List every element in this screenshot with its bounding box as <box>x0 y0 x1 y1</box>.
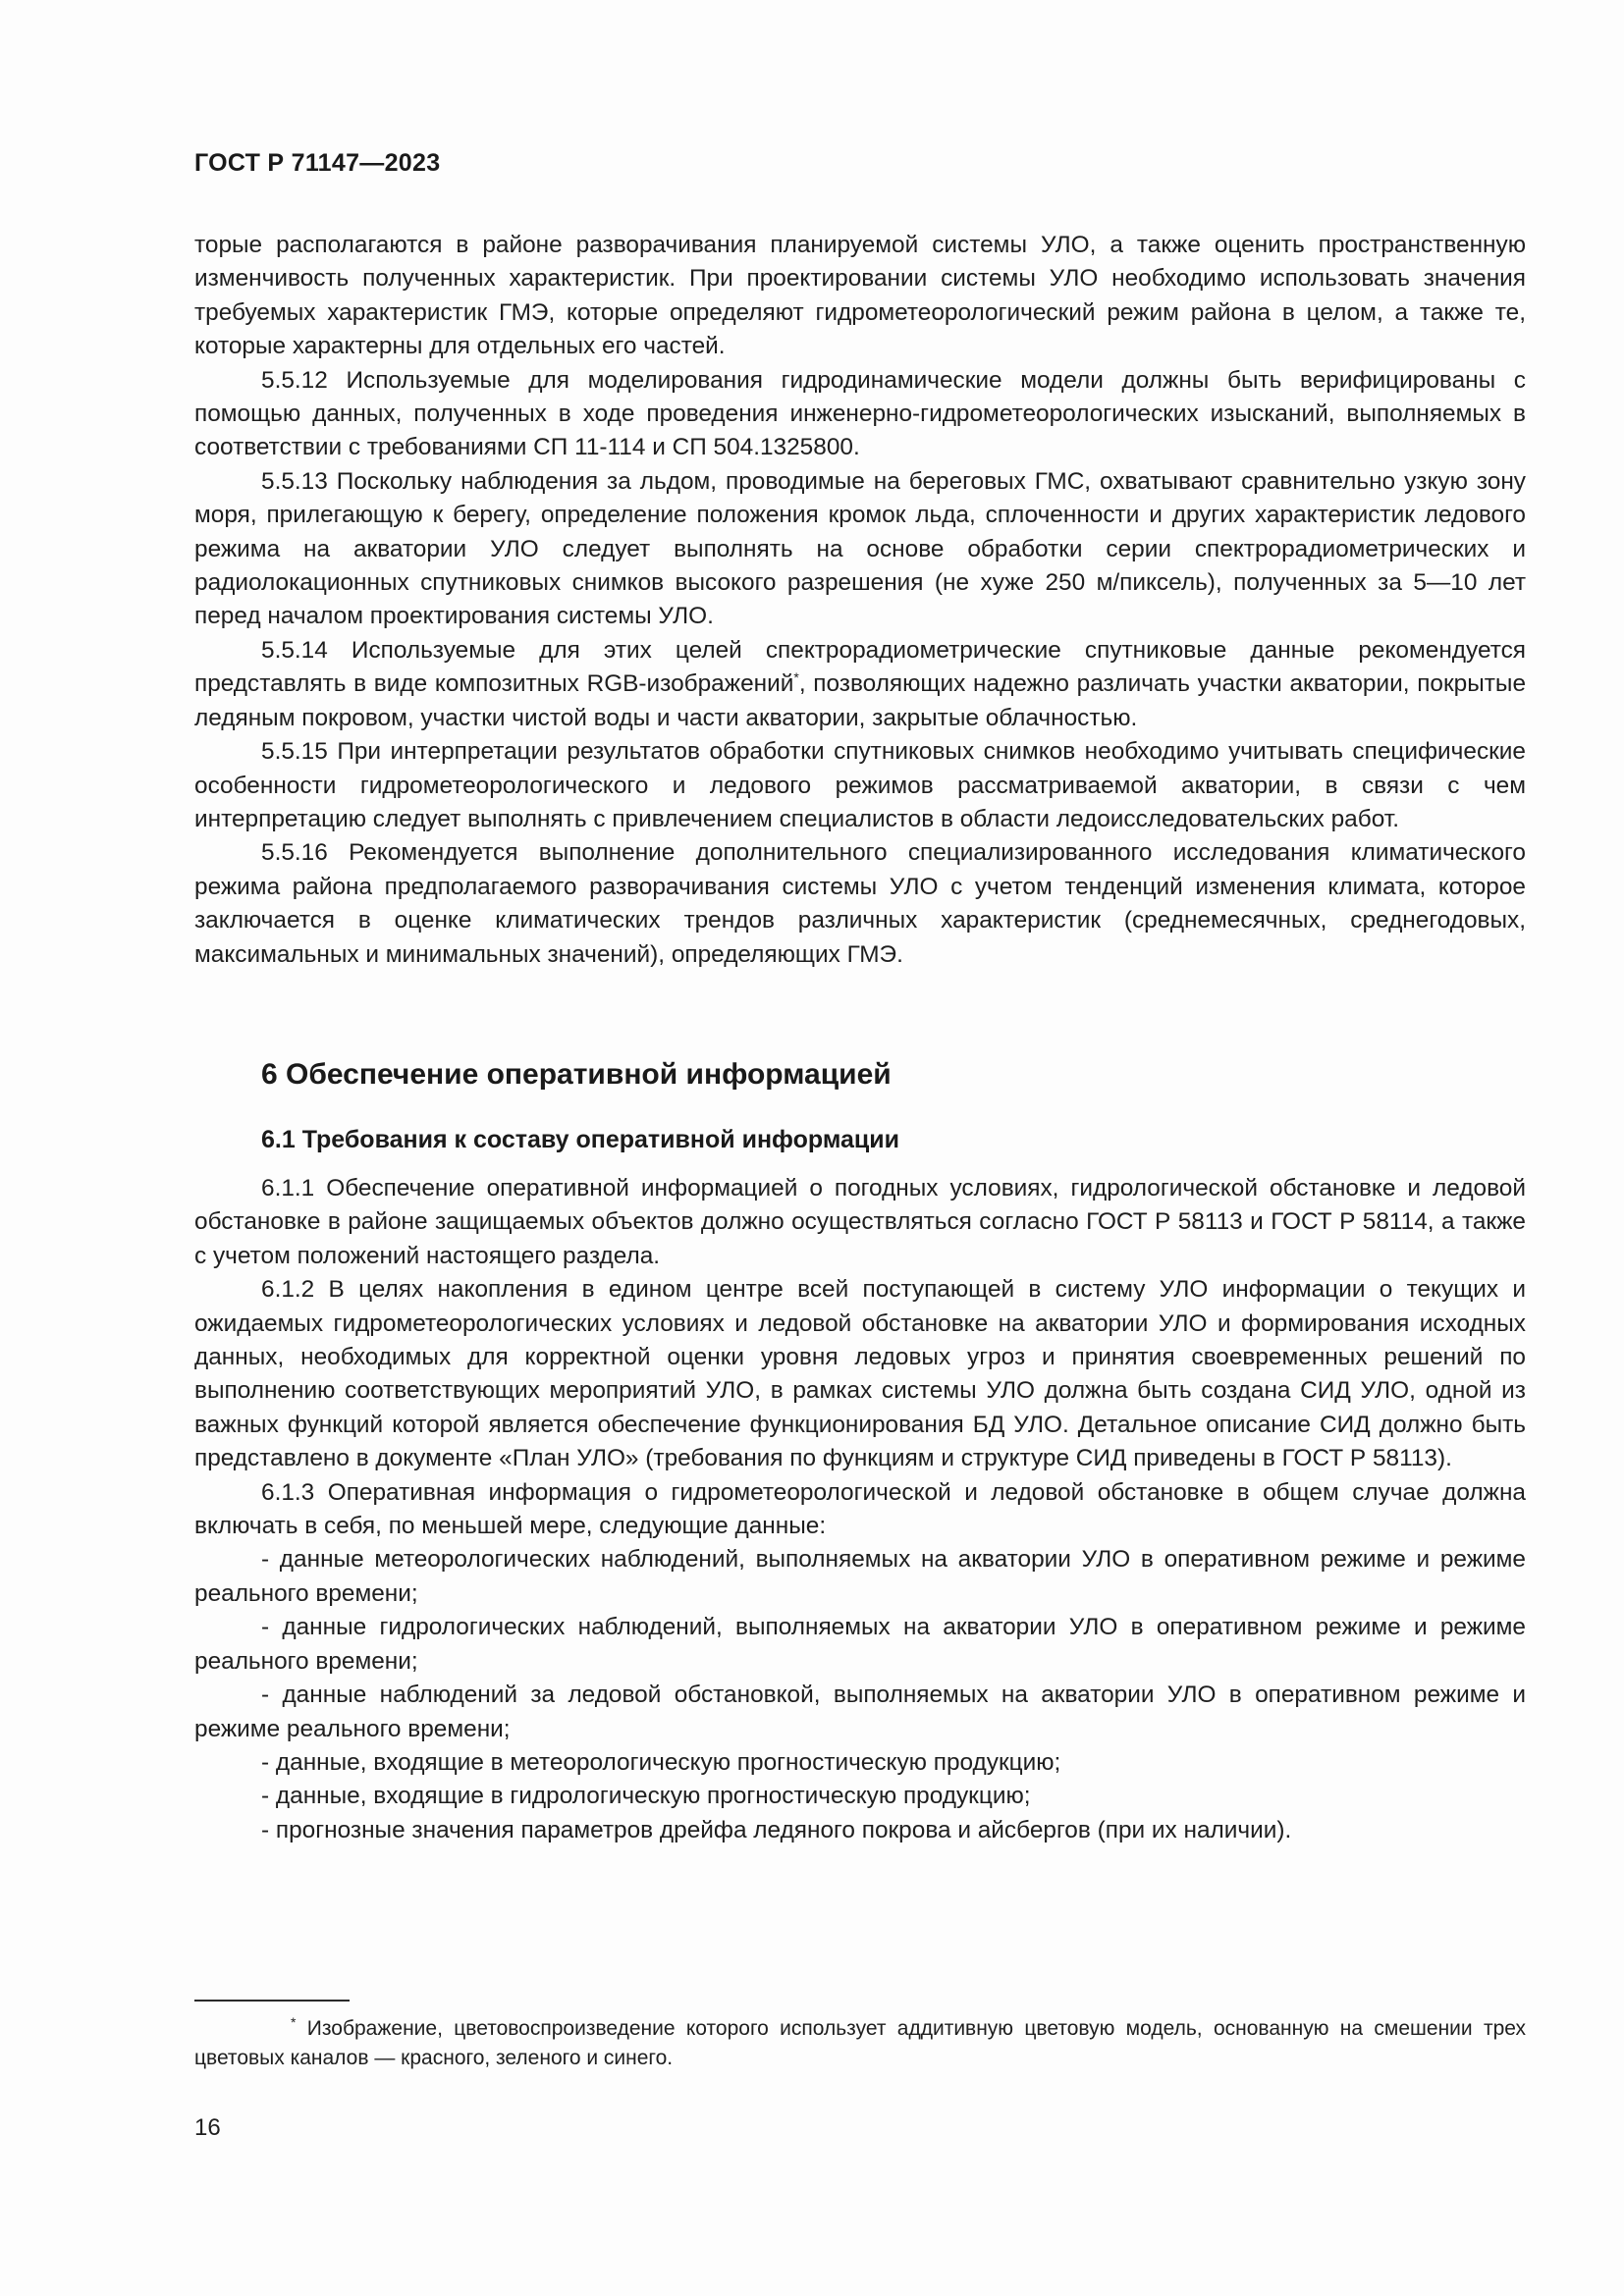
subsection-6-1-heading: 6.1 Требования к составу оперативной информации <box>261 1126 899 1153</box>
list-item: - прогнозные значения параметров дрейфа ледяного покрова и айсбергов (при их наличии). <box>261 1816 1292 1843</box>
list-item: - данные гидрологических наблюдений, выполняемых на акватории УЛО в оперативном режиме и режиме реального времени; <box>194 1614 1526 1675</box>
paragraph-6-1-3: 6.1.3 Оперативная информация о гидрометеорологической и ледовой обстановке в общем случае должна включать в себя, по меньшей мере, следующие данные: <box>194 1478 1526 1540</box>
list-item: - данные наблюдений за ледовой обстановкой, выполняемых на акватории УЛО в оперативном режиме и режиме реального времени; <box>194 1682 1526 1742</box>
paragraph-6-1-1: 6.1.1 Обеспечение оперативной информацией о погодных условиях, гидрологической обстановке и ледовой обстановке в районе защищаемых объектов должно осуществляться согласно ГОСТ Р 58113 и ГОСТ Р 58114, а также с учетом положений настоящего раздела. <box>194 1175 1526 1269</box>
footnote-divider <box>194 2000 350 2002</box>
section-6-heading: 6 Обеспечение оперативной информацией <box>261 1058 892 1091</box>
footnote <box>194 2014 1526 2073</box>
list-item: - данные метеорологических наблюдений, выполняемых на акватории УЛО в оперативном режиме и режиме реального времени; <box>194 1546 1526 1607</box>
paragraph-5-5-14-part-a: 5.5.14 Используемые для этих целей спектрорадиометрические спутниковые данные рекомендуется представлять в виде композитных RGB-изображений <box>194 636 1526 698</box>
section-5-continuation <box>194 229 1526 972</box>
page-number: 16 <box>194 2114 221 2141</box>
list-item: - данные, входящие в гидрологическую прогностическую продукцию; <box>261 1783 1031 1810</box>
paragraph-5-5-14-part-b: , позволяющих надежно различать участки акватории, покрытые ледяным покровом, участки чистой воды и части акватории, закрытые облачностью. <box>194 670 1527 731</box>
section-6-body <box>194 1172 1526 1847</box>
footnote-mark: * <box>291 2014 297 2030</box>
list-item: - данные, входящие в метеорологическую прогностическую продукцию; <box>261 1748 1061 1776</box>
paragraph-6-1-2: 6.1.2 В целях накопления в едином центре всей поступающей в систему УЛО информации о текущих и ожидаемых гидрометеорологических условиях и ледовой обстановке на акватории УЛО и формирования исходных данных, необходимых для корректной оценки уровня ледовых угроз и принятия своевременных решений по выполнению соответствующих мероприятий УЛО, в рамках системы УЛО должна быть создана СИД УЛО, одной из важных функций которой является обеспечение функционирования БД УЛО. Детальное описание СИД должно быть представлено в документе «План УЛО» (требования по функциям и структуре СИД приведены в ГОСТ Р 58113). <box>194 1276 1526 1472</box>
paragraph-5-5-13: 5.5.13 Поскольку наблюдения за льдом, проводимые на береговых ГМС, охватывают сравнительно узкую зону моря, прилегающую к берегу, определение положения кромок льда, сплоченности и других характеристик ледового режима на акватории УЛО следует выполнять на основе обработки серии спектрорадиометрических и радиолокационных спутниковых снимков высокого разрешения (не хуже 250 м/пиксель), полученных за 5—10 лет перед началом проектирования системы УЛО. <box>194 467 1526 630</box>
footnote-text: Изображение, цветовоспроизведение которого использует аддитивную цветовую модель, основанную на смешении трех цветовых каналов — красного, зеленого и синего. <box>194 2017 1526 2069</box>
document-header: ГОСТ Р 71147—2023 <box>194 149 441 177</box>
paragraph-5-5-16: 5.5.16 Рекомендуется выполнение дополнительного специализированного исследования климатического режима района предполагаемого разворачивания системы УЛО с учетом тенденций изменения климата, которое заключается в оценке климатических трендов различных характеристик (среднемесячных, среднегодовых, максимальных и минимальных значений), определяющих ГМЭ. <box>194 839 1526 968</box>
paragraph-5-5-14 <box>194 634 1526 735</box>
paragraph-continuation: торые располагаются в районе разворачивания планируемой системы УЛО, а также оценить пространственную изменчивость полученных характеристик. При проектировании системы УЛО необходимо использовать значения требуемых характеристик ГМЭ, которые определяют гидрометеорологический режим района в целом, а также те, которые характерны для отдельных его частей. <box>194 232 1526 360</box>
footnote-reference: * <box>793 669 799 686</box>
paragraph-5-5-12: 5.5.12 Используемые для моделирования гидродинамические модели должны быть верифицированы с помощью данных, полученных в ходе проведения инженерно-гидрометеорологических изысканий, выполняемых в соответствии с требованиями СП 11-114 и СП 504.1325800. <box>194 366 1526 461</box>
footnote-text-line <box>194 2014 1526 2073</box>
paragraph-5-5-15: 5.5.15 При интерпретации результатов обработки спутниковых снимков необходимо учитывать специфические особенности гидрометеорологического и ледового режимов рассматриваемой акватории, в связи с чем интерпретацию следует выполнять с привлечением специалистов в области ледоисследовательских работ. <box>194 738 1526 832</box>
